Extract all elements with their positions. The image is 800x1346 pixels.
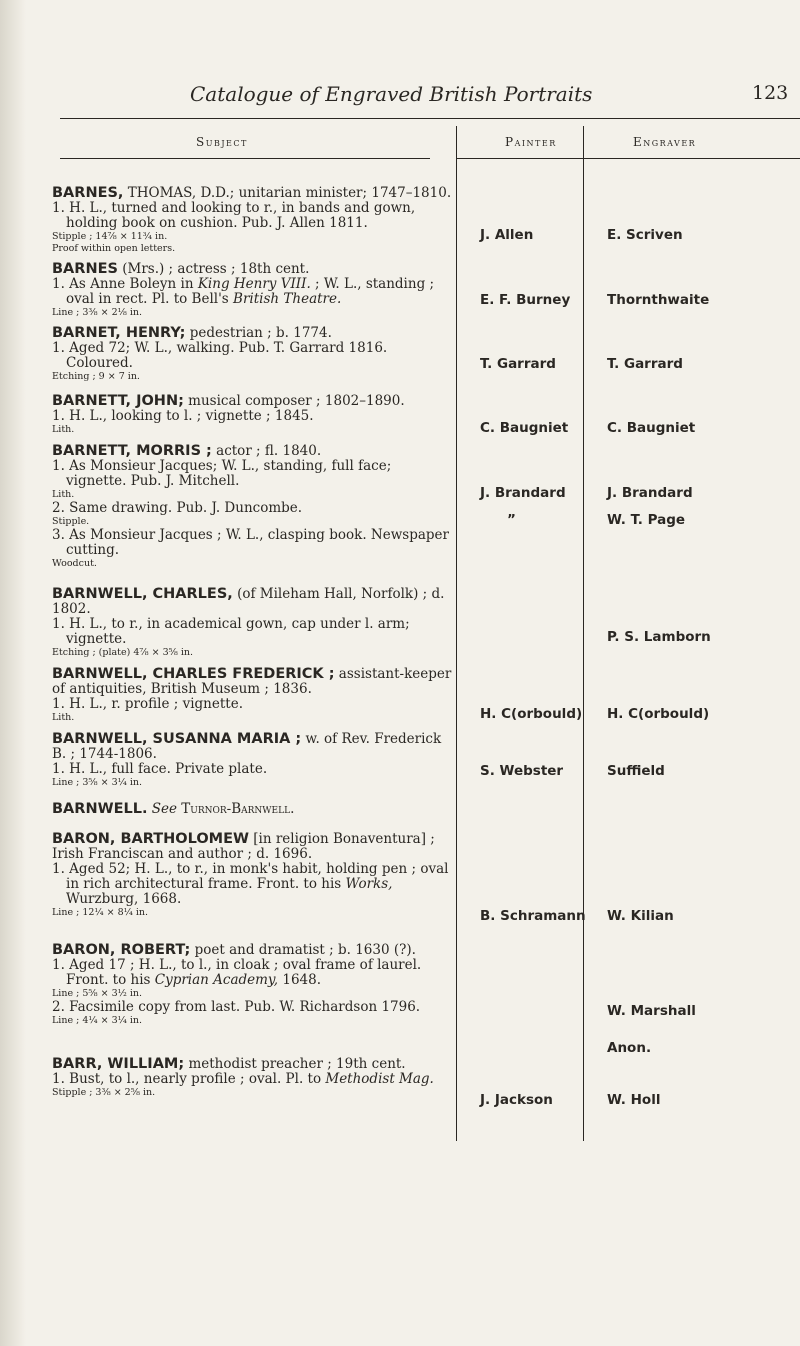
painter-name: J. Brandard bbox=[480, 485, 566, 501]
portrait-item: 1. H. L., full face. Private plate. bbox=[52, 761, 268, 777]
entry-name: BARON, BARTHOLOMEW bbox=[52, 831, 249, 847]
entry-description: assistant-keeper of antiquities, British Museum ; 1836. bbox=[52, 666, 452, 697]
engraver-name: P. S. Lamborn bbox=[607, 629, 711, 645]
entry-description: musical composer ; 1802–1890. bbox=[183, 393, 405, 409]
technique-note: Woodcut. bbox=[52, 558, 97, 569]
technique-note: Etching ; 9 × 7 in. bbox=[52, 371, 140, 382]
entry-description: w. of Rev. Frederick B. ; 1744-1806. bbox=[52, 731, 442, 762]
entry-baron-robert bbox=[52, 943, 452, 1027]
engraver-name: W. T. Page bbox=[607, 512, 686, 528]
entry-name: BARNETT, JOHN; bbox=[52, 393, 184, 409]
entry-description: actor ; fl. 1840. bbox=[211, 443, 322, 459]
entry-name: BARNES, bbox=[52, 185, 124, 201]
technique-note: Lith. bbox=[52, 489, 75, 500]
entry-description: poet and dramatist ; b. 1630 (?). bbox=[190, 942, 416, 958]
entry-description: pedestrian ; b. 1774. bbox=[185, 325, 332, 341]
technique-note: Etching ; (plate) 4⅞ × 3⅝ in. bbox=[52, 647, 194, 658]
entry-description: (Mrs.) ; actress ; 18th cent. bbox=[117, 261, 310, 277]
state-note: Proof within open letters. bbox=[52, 243, 176, 254]
engraver-name: H. C(orbould) bbox=[607, 706, 710, 722]
portrait-item: 1. Aged 52; H. L., to r., in monk's habit, holding pen ; oval in rich architectural frame. Front. to his Works, Wurzburg, 1668. bbox=[52, 861, 449, 907]
engraver-name: Anon. bbox=[607, 1040, 652, 1056]
engraver-name: W. Marshall bbox=[607, 1003, 696, 1019]
painter-name: S. Webster bbox=[480, 763, 564, 779]
entry-name: BARR, WILLIAM; bbox=[52, 1056, 185, 1072]
technique-note: Stipple ; 3⅜ × 2⅝ in. bbox=[52, 1087, 156, 1098]
column-header-engraver: Engraver bbox=[633, 135, 697, 149]
entry-name: BARNWELL, CHARLES FREDERICK ; bbox=[52, 666, 335, 682]
portrait-item: 3. As Monsieur Jacques ; W. L., clasping book. Newspaper cutting. bbox=[52, 527, 449, 558]
entry-barnwell-see bbox=[52, 802, 452, 817]
entry-name: BARNWELL, CHARLES, bbox=[52, 586, 233, 602]
column-header-subject: Subject bbox=[196, 135, 248, 149]
cross-reference: Turnor-Barnwell. bbox=[181, 801, 295, 817]
entry-barnes-thomas bbox=[52, 186, 452, 255]
entry-name: BARNWELL. bbox=[52, 801, 148, 817]
entry-barnett-morris bbox=[52, 444, 452, 570]
painter-name: J. Jackson bbox=[480, 1092, 553, 1108]
painter-name: B. Schramann bbox=[480, 908, 586, 924]
entry-barnes-mrs bbox=[52, 262, 452, 319]
entry-description: [in religion Bonaventura] ; Irish Franciscan and author ; d. 1696. bbox=[52, 831, 435, 862]
engraver-name: T. Garrard bbox=[607, 356, 683, 372]
technique-note: Stipple. bbox=[52, 516, 90, 527]
engraver-name: W. Kilian bbox=[607, 908, 674, 924]
entry-name: BARON, ROBERT; bbox=[52, 942, 191, 958]
entry-baron-bartholomew bbox=[52, 832, 452, 919]
technique-note: Lith. bbox=[52, 424, 75, 435]
engraver-name: J. Brandard bbox=[607, 485, 693, 501]
engraver-name: C. Baugniet bbox=[607, 420, 696, 436]
ditto-mark: ” bbox=[507, 512, 516, 528]
entry-barnwell-charles-frederick bbox=[52, 667, 452, 724]
see-label: See bbox=[147, 801, 182, 817]
engraver-name: Thornthwaite bbox=[607, 292, 710, 308]
portrait-item: 2. Facsimile copy from last. Pub. W. Richardson 1796. bbox=[52, 999, 421, 1015]
portrait-item: 1. Bust, to l., nearly profile ; oval. Pl. to Methodist Mag. bbox=[52, 1071, 434, 1087]
page-number: 123 bbox=[752, 82, 789, 104]
technique-note: Line ; 12¼ × 8¼ in. bbox=[52, 907, 149, 918]
page-gutter-shadow bbox=[0, 0, 26, 1346]
technique-note: Line ; 4¼ × 3¼ in. bbox=[52, 1015, 143, 1026]
top-rule bbox=[60, 118, 800, 119]
artist-header-rule bbox=[456, 158, 800, 159]
portrait-item: 1. Aged 72; W. L., walking. Pub. T. Garrard 1816. Coloured. bbox=[52, 340, 388, 371]
entry-barnet-henry bbox=[52, 326, 452, 383]
engraver-name: E. Scriven bbox=[607, 227, 683, 243]
column-header-painter: Painter bbox=[505, 135, 557, 149]
portrait-item: 1. H. L., turned and looking to r., in bands and gown, holding book on cushion. Pub. J. Allen 1811. bbox=[52, 200, 416, 231]
engraver-name: Suffield bbox=[607, 763, 665, 779]
portrait-item: 2. Same drawing. Pub. J. Duncombe. bbox=[52, 500, 303, 516]
portrait-item: 1. H. L., looking to l. ; vignette ; 1845. bbox=[52, 408, 314, 424]
entry-barnwell-charles bbox=[52, 587, 452, 659]
painter-name: E. F. Burney bbox=[480, 292, 571, 308]
portrait-item: 1. Aged 17 ; H. L., to l., in cloak ; oval frame of laurel. Front. to his Cyprian Academy, 1648. bbox=[52, 957, 422, 988]
portrait-item: 1. H. L., r. profile ; vignette. bbox=[52, 696, 243, 712]
painter-name: C. Baugniet bbox=[480, 420, 569, 436]
entry-barnwell-susanna-maria bbox=[52, 732, 452, 789]
portrait-item: 1. H. L., to r., in academical gown, cap under l. arm; vignette. bbox=[52, 616, 410, 647]
running-header: Catalogue of Engraved British Portraits bbox=[190, 82, 593, 106]
technique-note: Line ; 5⅝ × 3½ in. bbox=[52, 988, 143, 999]
entry-barnett-john bbox=[52, 394, 452, 436]
technique-note: Lith. bbox=[52, 712, 75, 723]
portrait-item: 1. As Anne Boleyn in King Henry VIII. ; W. L., standing ; oval in rect. Pl. to Bell's British Theatre. bbox=[52, 276, 435, 307]
painter-name: H. C(orbould) bbox=[480, 706, 583, 722]
painter-name: J. Allen bbox=[480, 227, 534, 243]
column-divider-painter bbox=[456, 126, 457, 1141]
entry-description: methodist preacher ; 19th cent. bbox=[184, 1056, 406, 1072]
technique-note: Stipple ; 14⅞ × 11¾ in. bbox=[52, 231, 168, 242]
entry-barr-william bbox=[52, 1057, 452, 1099]
entry-name: BARNETT, MORRIS ; bbox=[52, 443, 212, 459]
entry-name: BARNWELL, SUSANNA MARIA ; bbox=[52, 731, 302, 747]
entry-name: BARNES bbox=[52, 261, 118, 277]
subject-header-rule bbox=[60, 158, 430, 159]
entry-description: (of Mileham Hall, Norfolk) ; d. 1802. bbox=[52, 586, 445, 617]
entry-name: BARNET, HENRY; bbox=[52, 325, 186, 341]
engraver-name: W. Holl bbox=[607, 1092, 661, 1108]
technique-note: Line ; 3⅜ × 2⅛ in. bbox=[52, 307, 143, 318]
column-divider-engraver bbox=[583, 126, 584, 1141]
technique-note: Line ; 3⅝ × 3¼ in. bbox=[52, 777, 143, 788]
portrait-item: 1. As Monsieur Jacques; W. L., standing, full face; vignette. Pub. J. Mitchell. bbox=[52, 458, 392, 489]
painter-name: T. Garrard bbox=[480, 356, 556, 372]
entry-description: THOMAS, D.D.; unitarian minister; 1747–1810. bbox=[123, 185, 452, 201]
